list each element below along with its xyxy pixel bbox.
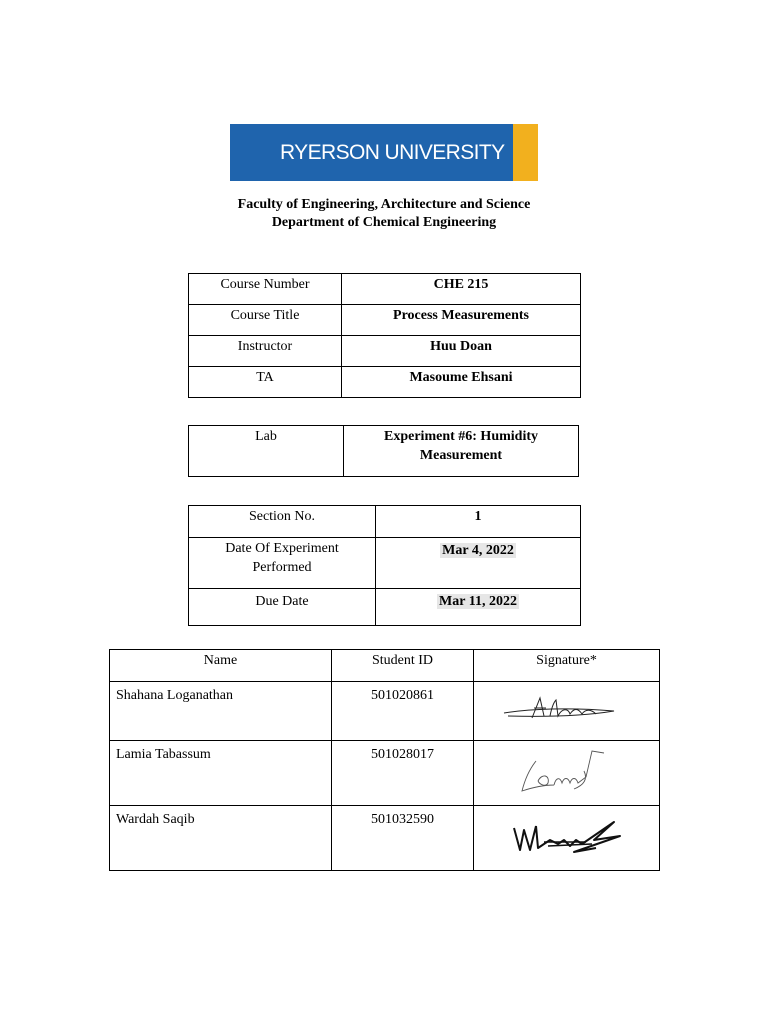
- instructor-label: Instructor: [189, 336, 342, 367]
- section-value: 1: [376, 506, 581, 538]
- signature-image: [474, 741, 662, 803]
- signature-column-header: Signature*: [474, 650, 660, 682]
- ta-value: Masoume Ehsani: [342, 367, 581, 398]
- table-header-row: [110, 650, 660, 682]
- table-row: [110, 806, 660, 871]
- table-row: [189, 538, 581, 589]
- date-performed-value: Mar 4, 2022: [442, 543, 514, 558]
- student-name: Lamia Tabassum: [110, 741, 332, 806]
- student-id: 501028017: [332, 741, 474, 806]
- student-id-column-header: Student ID: [332, 650, 474, 682]
- faculty-heading: Faculty of Engineering, Architecture and Science: [237, 197, 531, 212]
- table-row: [110, 741, 660, 806]
- table-row: [189, 305, 581, 336]
- university-logo: [230, 124, 538, 181]
- logo-gold-bar: [513, 124, 538, 181]
- course-info-table: [188, 273, 581, 398]
- date-performed-label: [189, 538, 376, 589]
- course-number-label: Course Number: [189, 274, 342, 305]
- table-row: [189, 336, 581, 367]
- name-column-header: Name: [110, 650, 332, 682]
- logo-wordmark: RYERSON UNIVERSITY: [280, 141, 505, 164]
- due-date-cell: [376, 589, 581, 626]
- date-label-line2: Performed: [252, 560, 312, 575]
- ta-label: TA: [189, 367, 342, 398]
- signature-cell: [474, 682, 660, 741]
- course-title-label: Course Title: [189, 305, 342, 336]
- student-id: 501020861: [332, 682, 474, 741]
- signature-image: [474, 806, 662, 868]
- department-heading: Department of Chemical Engineering: [271, 215, 497, 230]
- section-label: Section No.: [189, 506, 376, 538]
- lab-value-line1: Experiment #6: Humidity: [384, 429, 538, 444]
- student-name: Shahana Loganathan: [110, 682, 332, 741]
- due-date-value: Mar 11, 2022: [439, 594, 517, 609]
- table-row: [189, 506, 581, 538]
- lab-value-line2: Measurement: [419, 448, 503, 463]
- lab-value: [344, 426, 579, 477]
- signature-image: [474, 682, 662, 738]
- instructor-value: Huu Doan: [342, 336, 581, 367]
- due-date-label: Due Date: [189, 589, 376, 626]
- table-row: [189, 589, 581, 626]
- signature-cell: [474, 806, 660, 871]
- lab-table: [188, 425, 579, 477]
- signature-cell: [474, 741, 660, 806]
- table-row: [189, 426, 579, 477]
- table-row: [110, 682, 660, 741]
- section-table: [188, 505, 581, 626]
- date-label-line1: Date Of Experiment: [225, 541, 339, 556]
- table-row: [189, 367, 581, 398]
- student-id: 501032590: [332, 806, 474, 871]
- date-performed-cell: [376, 538, 581, 589]
- table-row: [189, 274, 581, 305]
- students-table: [109, 649, 660, 871]
- student-name: Wardah Saqib: [110, 806, 332, 871]
- course-title-value: Process Measurements: [342, 305, 581, 336]
- course-number-value: CHE 215: [342, 274, 581, 305]
- lab-label: Lab: [189, 426, 344, 477]
